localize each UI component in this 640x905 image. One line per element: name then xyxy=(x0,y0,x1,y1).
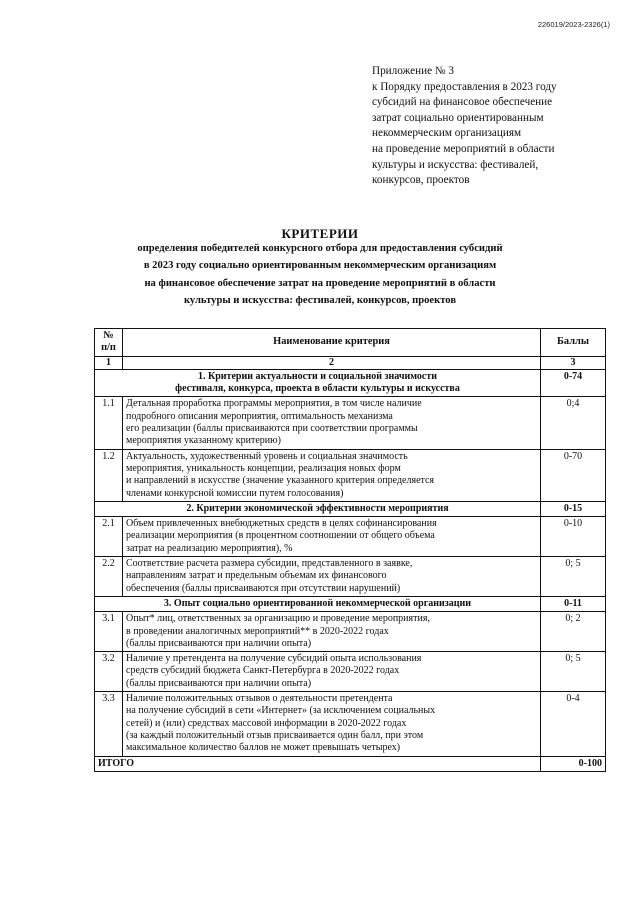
document-subtitle xyxy=(40,240,600,309)
criterion-line: Наличие у претендента на получение субсидий опыта использования xyxy=(126,653,422,665)
appendix-line: Приложение № 3 xyxy=(372,65,454,77)
criterion-line: подробного описания мероприятия, оптимальность механизма xyxy=(126,410,393,422)
criterion-line: обеспечения (баллы присваиваются при отсутствии нарушений) xyxy=(126,582,401,594)
criterion-line: Соответствие расчета размера субсидии, представленного в заявке, xyxy=(126,558,413,570)
criterion-line: его реализации (баллы присваиваются при соответствии программы xyxy=(126,423,418,435)
criterion-text xyxy=(123,652,541,692)
criterion-num: 3.2 xyxy=(95,652,123,692)
section-row xyxy=(95,501,606,516)
table-row xyxy=(95,517,606,557)
criterion-text xyxy=(123,557,541,597)
table-row xyxy=(95,557,606,597)
criterion-text xyxy=(123,612,541,652)
section-title-line: 2. Критерии экономической эффективности мероприятия xyxy=(186,502,449,514)
criterion-score: 0; 2 xyxy=(541,612,606,652)
criterion-line: Объем привлеченных внебюджетных средств в целях софинансирования xyxy=(126,518,437,530)
criterion-score: 0-10 xyxy=(541,517,606,557)
criterion-num: 1.1 xyxy=(95,397,123,449)
criterion-score: 0-70 xyxy=(541,449,606,501)
section-row xyxy=(95,596,606,611)
criterion-score: 0; 5 xyxy=(541,557,606,597)
section-title xyxy=(95,369,541,397)
criterion-num: 3.1 xyxy=(95,612,123,652)
criterion-line: (за каждый положительный отзыв присваивается один балл, при этом xyxy=(126,729,424,741)
criterion-score: 0; 5 xyxy=(541,652,606,692)
subtitle-line: в 2023 году социально ориентированным некоммерческим организациям xyxy=(143,260,497,272)
index-cell: 3 xyxy=(541,356,606,369)
section-score: 0-11 xyxy=(541,596,606,611)
criterion-line: и направлений в искусстве (значение указанного критерия определяется xyxy=(126,475,435,487)
document-title: КРИТЕРИИ xyxy=(281,226,359,241)
criterion-line: максимальное количество баллов не может превышать четырех) xyxy=(126,742,401,754)
total-label: ИТОГО xyxy=(95,756,541,771)
section-row xyxy=(95,369,606,397)
table-row xyxy=(95,692,606,756)
criterion-line: Детальная проработка программы мероприятия, в том числе наличие xyxy=(126,398,422,410)
criterion-num: 2.2 xyxy=(95,557,123,597)
table-header-row xyxy=(95,329,606,357)
appendix-line: культуры и искусства: фестивалей, xyxy=(372,158,539,171)
criterion-text xyxy=(123,692,541,756)
header-name: Наименование критерия xyxy=(123,329,541,357)
appendix-line: конкурсов, проектов xyxy=(372,174,470,187)
appendix-block xyxy=(372,64,557,189)
appendix-line: на проведение мероприятий в области xyxy=(372,142,555,155)
table-row xyxy=(95,612,606,652)
criterion-score: 0-4 xyxy=(541,692,606,756)
section-title-line: фестиваля, конкурса, проекта в области культуры и искусства xyxy=(175,383,460,395)
criterion-line: мероприятия, уникальность концепции, реализация новых форм xyxy=(126,462,401,474)
criterion-num: 1.2 xyxy=(95,449,123,501)
criterion-line: Опыт* лиц, ответственных за организацию и проведение мероприятия, xyxy=(126,613,430,625)
subtitle-line: на финансовое обеспечение затрат на проведение мероприятий в области xyxy=(144,277,496,289)
table-row xyxy=(95,449,606,501)
criterion-line: мероприятия указанному критерию) xyxy=(126,435,281,447)
criterion-line: в проведении аналогичных мероприятий** в 2020-2022 годах xyxy=(126,625,389,637)
section-title xyxy=(95,501,541,516)
section-score: 0-74 xyxy=(541,369,606,397)
criterion-line: средств субсидий бюджета Санкт-Петербурга в 2020-2022 годах xyxy=(126,665,400,677)
subtitle-line: культуры и искусства: фестивалей, конкурсов, проектов xyxy=(183,294,457,306)
appendix-line: к Порядку предоставления в 2023 году xyxy=(372,80,557,93)
criterion-line: членами конкурсной комиссии путем голосования) xyxy=(126,487,344,499)
criterion-line: сетей) и (или) средствах массовой информации в 2020-2022 годах xyxy=(126,717,407,729)
total-row xyxy=(95,756,606,771)
criterion-text xyxy=(123,517,541,557)
index-row xyxy=(95,356,606,369)
index-cell: 2 xyxy=(123,356,541,369)
criterion-line: Наличие положительных отзывов о деятельности претендента xyxy=(126,693,393,705)
criteria-table xyxy=(94,328,606,772)
total-score: 0-100 xyxy=(541,756,606,771)
criterion-line: реализации мероприятия (в процентном соотношении от общего объема xyxy=(126,530,435,542)
subtitle-line: определения победителей конкурсного отбора для предоставления субсидий xyxy=(137,243,503,254)
section-title-line: 1. Критерии актуальности и социальной значимости xyxy=(197,370,438,382)
index-cell: 1 xyxy=(95,356,123,369)
appendix-line: субсидий на финансовое обеспечение xyxy=(372,96,553,109)
section-title-line: 3. Опыт социально ориентированной некоммерческой организации xyxy=(163,597,472,609)
document-id: 226019/2023-2326(1) xyxy=(537,20,610,29)
header-score: Баллы xyxy=(541,329,606,357)
criterion-line: направлениям затрат и предельным объемам их финансового xyxy=(126,570,387,582)
table-row xyxy=(95,652,606,692)
criterion-text xyxy=(123,449,541,501)
criterion-num: 3.3 xyxy=(95,692,123,756)
table-row xyxy=(95,397,606,449)
table-body xyxy=(95,369,606,756)
appendix-line: затрат социально ориентированным xyxy=(372,111,544,124)
appendix-line: некоммерческим организациям xyxy=(372,127,522,140)
section-score: 0-15 xyxy=(541,501,606,516)
criterion-text xyxy=(123,397,541,449)
criterion-line: (баллы присваиваются при наличии опыта) xyxy=(126,677,312,689)
criterion-score: 0;4 xyxy=(541,397,606,449)
header-num: № п/п xyxy=(95,329,123,357)
criterion-line: на получение субсидий в сети «Интернет» (за исключением социальных xyxy=(126,705,436,717)
criterion-line: (баллы присваиваются при наличии опыта) xyxy=(126,637,312,649)
criterion-line: Актуальность, художественный уровень и социальная значимость xyxy=(126,450,408,462)
section-title xyxy=(95,596,541,611)
criterion-line: затрат на реализацию мероприятия), % xyxy=(126,542,293,554)
criterion-num: 2.1 xyxy=(95,517,123,557)
